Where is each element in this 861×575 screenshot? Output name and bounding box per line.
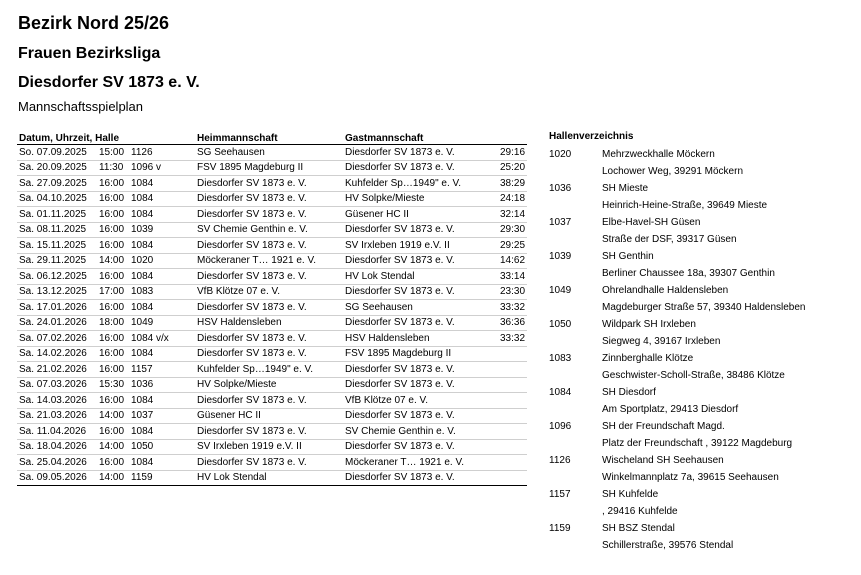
game-date: Sa. 17.01.2026 [17, 300, 97, 316]
game-home-team: Diesdorfer SV 1873 e. V. [195, 269, 343, 285]
game-date: Sa. 06.12.2025 [17, 269, 97, 285]
game-hall: 1083 [129, 284, 195, 300]
game-score [493, 377, 527, 393]
venue-address: Lochower Weg, 39291 Möckern [602, 166, 744, 177]
venue-item [549, 183, 805, 217]
game-time: 14:00 [97, 408, 129, 424]
schedule-header-row [17, 129, 527, 145]
table-row [17, 315, 527, 331]
team-title: Diesdorfer SV 1873 e. V. [18, 74, 200, 91]
game-guest-team: Diesdorfer SV 1873 e. V. [343, 377, 493, 393]
game-time: 16:00 [97, 300, 129, 316]
game-guest-team: Diesdorfer SV 1873 e. V. [343, 253, 493, 269]
game-score: 29:16 [493, 145, 527, 161]
venue-code: 1096 [549, 421, 572, 432]
game-date: Sa. 07.02.2026 [17, 331, 97, 347]
game-time: 11:30 [97, 160, 129, 176]
game-date: Sa. 01.11.2025 [17, 207, 97, 223]
game-date: Sa. 13.12.2025 [17, 284, 97, 300]
page-title: Bezirk Nord 25/26 [18, 13, 170, 33]
game-score [493, 470, 527, 486]
venue-name: Zinnberghalle Klötze [602, 353, 694, 364]
venue-code: 1084 [549, 387, 572, 398]
table-row [17, 331, 527, 347]
game-time: 16:00 [97, 362, 129, 378]
game-guest-team: SV Chemie Genthin e. V. [343, 424, 493, 440]
venue-address: Berliner Chaussee 18a, 39307 Genthin [602, 268, 775, 279]
venue-name: SH Diesdorf [602, 387, 656, 398]
game-time: 15:30 [97, 377, 129, 393]
game-guest-team: Diesdorfer SV 1873 e. V. [343, 408, 493, 424]
game-time: 14:00 [97, 439, 129, 455]
venue-name: Wildpark SH Irxleben [602, 319, 696, 330]
game-time: 16:00 [97, 176, 129, 192]
venue-code: 1049 [549, 285, 572, 296]
game-home-team: Möckeraner T… 1921 e. V. [195, 253, 343, 269]
schedule-body [17, 145, 527, 486]
game-guest-team: Möckeraner T… 1921 e. V. [343, 455, 493, 471]
game-guest-team: Diesdorfer SV 1873 e. V. [343, 439, 493, 455]
venue-item [549, 387, 805, 421]
game-hall: 1037 [129, 408, 195, 424]
venue-address: Schillerstraße, 39576 Stendal [602, 540, 734, 551]
game-home-team: HV Solpke/Mieste [195, 377, 343, 393]
game-guest-team: Kuhfelder Sp…1949" e. V. [343, 176, 493, 192]
venue-name: SH Kuhfelde [602, 489, 659, 500]
game-hall: 1049 [129, 315, 195, 331]
game-time: 15:00 [97, 145, 129, 161]
game-date: Sa. 14.02.2026 [17, 346, 97, 362]
venue-item [549, 217, 805, 251]
venue-list-title: Hallenverzeichnis [549, 131, 634, 142]
venue-name: Mehrzweckhalle Möckern [602, 149, 715, 160]
game-date: Sa. 18.04.2026 [17, 439, 97, 455]
schedule-table [17, 129, 527, 486]
game-score [493, 439, 527, 455]
game-hall: 1050 [129, 439, 195, 455]
game-home-team: Diesdorfer SV 1873 e. V. [195, 346, 343, 362]
game-date: Sa. 20.09.2025 [17, 160, 97, 176]
column-header-datetime: Datum, Uhrzeit, Halle [17, 129, 195, 145]
game-date: Sa. 14.03.2026 [17, 393, 97, 409]
game-home-team: Diesdorfer SV 1873 e. V. [195, 176, 343, 192]
game-home-team: Diesdorfer SV 1873 e. V. [195, 331, 343, 347]
game-hall: 1096 v [129, 160, 195, 176]
game-hall: 1036 [129, 377, 195, 393]
game-score [493, 424, 527, 440]
table-row [17, 362, 527, 378]
game-date: So. 07.09.2025 [17, 145, 97, 161]
game-guest-team: Diesdorfer SV 1873 e. V. [343, 145, 493, 161]
game-time: 16:00 [97, 393, 129, 409]
game-hall: 1084 [129, 207, 195, 223]
venue-item [549, 149, 805, 183]
game-home-team: Diesdorfer SV 1873 e. V. [195, 393, 343, 409]
table-row [17, 238, 527, 254]
game-home-team: Diesdorfer SV 1873 e. V. [195, 424, 343, 440]
game-hall: 1039 [129, 222, 195, 238]
game-hall: 1020 [129, 253, 195, 269]
venue-address: Straße der DSF, 39317 Güsen [602, 234, 737, 245]
game-score: 33:32 [493, 300, 527, 316]
game-date: Sa. 29.11.2025 [17, 253, 97, 269]
game-score: 23:30 [493, 284, 527, 300]
game-time: 16:00 [97, 346, 129, 362]
table-row [17, 191, 527, 207]
game-guest-team: Güsener HC II [343, 207, 493, 223]
game-score: 33:32 [493, 331, 527, 347]
venue-list [549, 149, 805, 557]
game-hall: 1084 [129, 455, 195, 471]
venue-address: Geschwister-Scholl-Straße, 38486 Klötze [602, 370, 785, 381]
game-date: Sa. 04.10.2025 [17, 191, 97, 207]
game-guest-team: VfB Klötze 07 e. V. [343, 393, 493, 409]
game-hall: 1084 [129, 424, 195, 440]
game-score: 33:14 [493, 269, 527, 285]
table-row [17, 253, 527, 269]
game-score [493, 346, 527, 362]
game-hall: 1159 [129, 470, 195, 486]
game-hall: 1126 [129, 145, 195, 161]
game-hall: 1084 [129, 176, 195, 192]
game-time: 16:00 [97, 331, 129, 347]
venue-name: Wischeland SH Seehausen [602, 455, 724, 466]
table-row [17, 207, 527, 223]
game-home-team: SV Irxleben 1919 e.V. II [195, 439, 343, 455]
game-home-team: Kuhfelder Sp…1949" e. V. [195, 362, 343, 378]
game-score: 29:25 [493, 238, 527, 254]
game-home-team: Diesdorfer SV 1873 e. V. [195, 455, 343, 471]
game-date: Sa. 21.03.2026 [17, 408, 97, 424]
venue-address: Am Sportplatz, 29413 Diesdorf [602, 404, 739, 415]
venue-code: 1157 [549, 489, 571, 500]
game-date: Sa. 11.04.2026 [17, 424, 97, 440]
table-row [17, 377, 527, 393]
game-score [493, 362, 527, 378]
game-hall: 1084 [129, 191, 195, 207]
venue-name: Ohrelandhalle Haldensleben [602, 285, 729, 296]
table-row [17, 222, 527, 238]
game-time: 16:00 [97, 269, 129, 285]
page-subtitle: Mannschaftsspielplan [18, 99, 144, 114]
table-row [17, 408, 527, 424]
venue-address: Siegweg 4, 39167 Irxleben [602, 336, 721, 347]
game-guest-team: Diesdorfer SV 1873 e. V. [343, 470, 493, 486]
game-time: 16:00 [97, 424, 129, 440]
venue-item [549, 455, 805, 489]
game-score [493, 393, 527, 409]
game-hall: 1084 v/x [129, 331, 195, 347]
game-guest-team: Diesdorfer SV 1873 e. V. [343, 284, 493, 300]
game-score: 24:18 [493, 191, 527, 207]
game-score: 29:30 [493, 222, 527, 238]
game-time: 16:00 [97, 238, 129, 254]
game-time: 16:00 [97, 455, 129, 471]
game-hall: 1084 [129, 238, 195, 254]
game-home-team: SG Seehausen [195, 145, 343, 161]
game-time: 16:00 [97, 222, 129, 238]
game-guest-team: SV Irxleben 1919 e.V. II [343, 238, 493, 254]
game-score: 32:14 [493, 207, 527, 223]
game-home-team: FSV 1895 Magdeburg II [195, 160, 343, 176]
game-home-team: HSV Haldensleben [195, 315, 343, 331]
game-time: 17:00 [97, 284, 129, 300]
game-hall: 1084 [129, 269, 195, 285]
game-guest-team: Diesdorfer SV 1873 e. V. [343, 362, 493, 378]
game-guest-team: HV Solpke/Mieste [343, 191, 493, 207]
game-date: Sa. 07.03.2026 [17, 377, 97, 393]
game-date: Sa. 21.02.2026 [17, 362, 97, 378]
game-guest-team: HV Lok Stendal [343, 269, 493, 285]
game-date: Sa. 25.04.2026 [17, 455, 97, 471]
venue-code: 1036 [549, 183, 572, 194]
game-home-team: HV Lok Stendal [195, 470, 343, 486]
game-date: Sa. 24.01.2026 [17, 315, 97, 331]
game-guest-team: Diesdorfer SV 1873 e. V. [343, 160, 493, 176]
game-hall: 1084 [129, 393, 195, 409]
venue-code: 1083 [549, 353, 572, 364]
table-row [17, 269, 527, 285]
game-score: 25:20 [493, 160, 527, 176]
venue-code: 1020 [549, 149, 572, 160]
game-date: Sa. 27.09.2025 [17, 176, 97, 192]
table-row [17, 346, 527, 362]
venue-item [549, 489, 805, 523]
table-row [17, 439, 527, 455]
game-guest-team: FSV 1895 Magdeburg II [343, 346, 493, 362]
game-hall: 1157 [129, 362, 195, 378]
table-row [17, 284, 527, 300]
venue-item [549, 523, 805, 557]
table-row [17, 160, 527, 176]
game-guest-team: SG Seehausen [343, 300, 493, 316]
venue-name: SH BSZ Stendal [602, 523, 675, 534]
venue-name: SH Genthin [602, 251, 654, 262]
venue-code: 1037 [549, 217, 572, 228]
venue-code: 1159 [549, 523, 571, 534]
table-row [17, 300, 527, 316]
table-row [17, 455, 527, 471]
venue-address: Winkelmannplatz 7a, 39615 Seehausen [602, 472, 779, 483]
venue-code: 1126 [549, 455, 571, 466]
venue-address: Magdeburger Straße 57, 39340 Haldensleben [602, 302, 806, 313]
column-header-home: Heimmannschaft [195, 129, 343, 145]
game-date: Sa. 08.11.2025 [17, 222, 97, 238]
game-time: 14:00 [97, 253, 129, 269]
game-date: Sa. 09.05.2026 [17, 470, 97, 486]
game-home-team: SV Chemie Genthin e. V. [195, 222, 343, 238]
venue-item [549, 319, 805, 353]
venue-code: 1039 [549, 251, 572, 262]
venue-item [549, 421, 805, 455]
game-score: 36:36 [493, 315, 527, 331]
venue-address: , 29416 Kuhfelde [602, 506, 678, 517]
venue-address: Heinrich-Heine-Straße, 39649 Mieste [602, 200, 768, 211]
game-time: 18:00 [97, 315, 129, 331]
game-score: 14:62 [493, 253, 527, 269]
table-row [17, 424, 527, 440]
game-time: 16:00 [97, 207, 129, 223]
game-guest-team: HSV Haldensleben [343, 331, 493, 347]
game-home-team: Diesdorfer SV 1873 e. V. [195, 238, 343, 254]
venue-name: Elbe-Havel-SH Güsen [602, 217, 701, 228]
venue-item [549, 285, 805, 319]
game-score: 38:29 [493, 176, 527, 192]
venue-item [549, 353, 805, 387]
game-date: Sa. 15.11.2025 [17, 238, 97, 254]
game-home-team: Diesdorfer SV 1873 e. V. [195, 300, 343, 316]
game-score [493, 408, 527, 424]
table-row [17, 470, 527, 486]
table-row [17, 176, 527, 192]
venue-item [549, 251, 805, 285]
game-time: 16:00 [97, 191, 129, 207]
column-header-guest: Gastmannschaft [343, 129, 527, 145]
league-title: Frauen Bezirksliga [18, 45, 161, 62]
game-hall: 1084 [129, 300, 195, 316]
game-guest-team: Diesdorfer SV 1873 e. V. [343, 222, 493, 238]
game-home-team: VfB Klötze 07 e. V. [195, 284, 343, 300]
venue-address: Platz der Freundschaft , 39122 Magdeburg [602, 438, 793, 449]
game-score [493, 455, 527, 471]
game-guest-team: Diesdorfer SV 1873 e. V. [343, 315, 493, 331]
venue-code: 1050 [549, 319, 572, 330]
table-row [17, 393, 527, 409]
venue-name: SH Mieste [602, 183, 649, 194]
game-home-team: Diesdorfer SV 1873 e. V. [195, 207, 343, 223]
venue-name: SH der Freundschaft Magd. [602, 421, 725, 432]
game-home-team: Güsener HC II [195, 408, 343, 424]
game-time: 14:00 [97, 470, 129, 486]
game-home-team: Diesdorfer SV 1873 e. V. [195, 191, 343, 207]
game-hall: 1084 [129, 346, 195, 362]
table-row [17, 145, 527, 161]
